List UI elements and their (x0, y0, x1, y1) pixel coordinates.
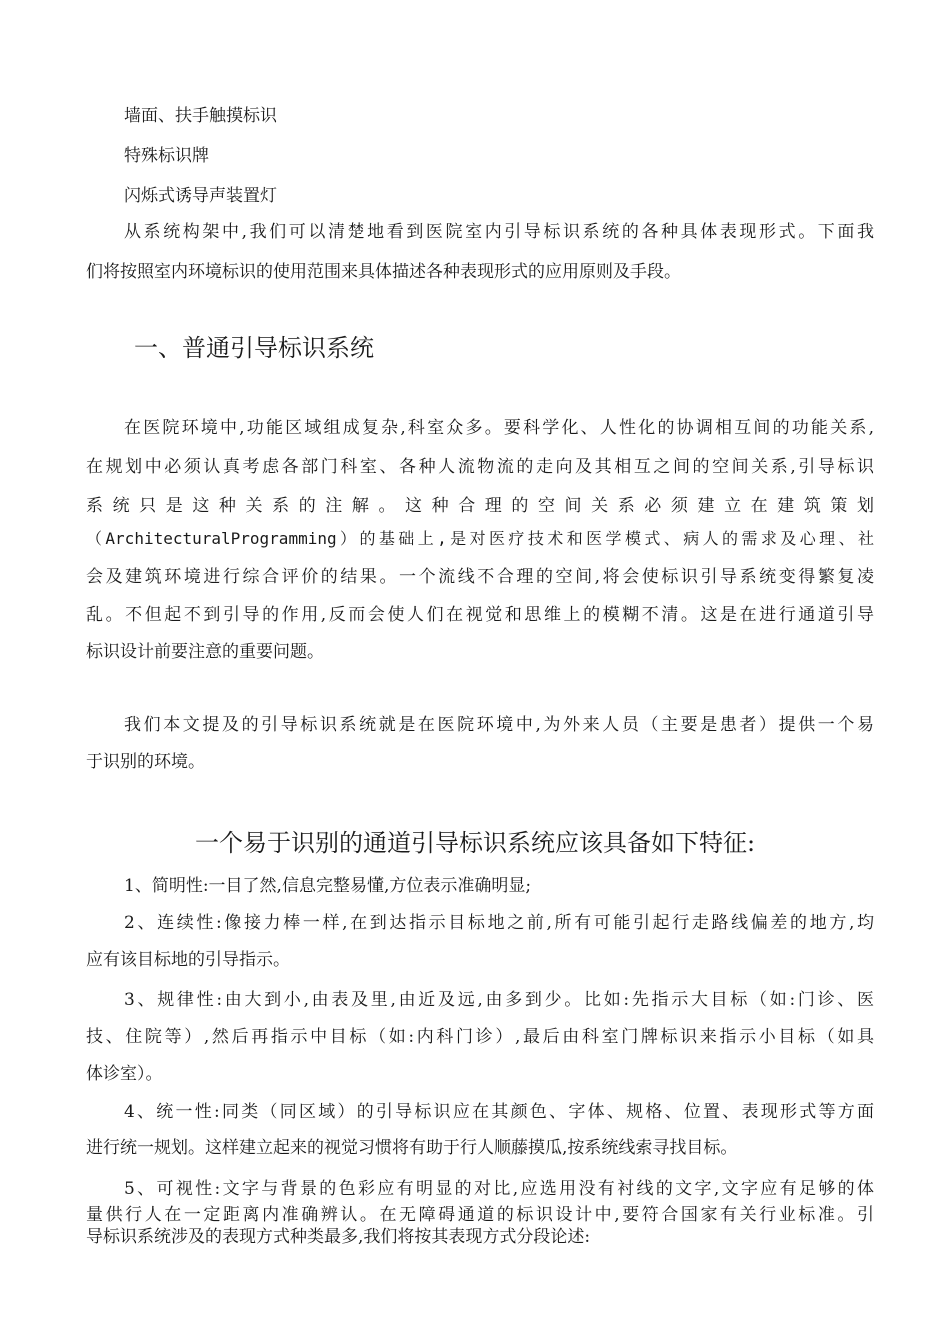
list-item: 导标识系统涉及的表现方式种类最多,我们将按其表现方式分段论述: (86, 1227, 591, 1247)
section-heading: 一、普通引导标识系统 (134, 334, 374, 362)
list-item: 2、连续性:像接力棒一样,在到达指示目标地之前,所有可能引起行走路线偏差的地方,均 (124, 913, 874, 933)
paragraph-line: 于识别的环境。 (86, 752, 205, 772)
paragraph-line: 标识设计前要注意的重要问题。 (86, 642, 324, 662)
list-item: 4、统一性:同类（同区域）的引导标识应在其颜色、字体、规格、位置、表现形式等方面 (124, 1102, 874, 1122)
list-item: 体诊室）。 (86, 1064, 163, 1084)
list-item: 1、简明性:一目了然,信息完整易懂,方位表示准确明显; (124, 876, 532, 896)
list-item: 5、可视性:文字与背景的色彩应有明显的对比,应选用没有衬线的文字,文字应有足够的体 (124, 1179, 874, 1199)
list-item: 闪烁式诱导声装置灯 (124, 186, 277, 206)
list-item: 墙面、扶手触摸标识 (124, 106, 277, 126)
list-item: 3、规律性:由大到小,由表及里,由近及远,由多到少。比如:先指示大目标（如:门诊、医 (124, 990, 874, 1010)
paragraph-line: 系统只是这种关系的注解。这种合理的空间关系必须建立在建筑策划 (86, 496, 874, 516)
paragraph-line: 我们本文提及的引导标识系统就是在医院环境中,为外来人员（主要是患者）提供一个易 (124, 715, 874, 735)
paragraph-line: 会及建筑环境进行综合评价的结果。一个流线不合理的空间,将会使标识引导系统变得繁复凌 (86, 567, 874, 587)
paragraph-line: （ArchitecturalProgramming）的基础上,是对医疗技术和医学模式、病人的需求及心理、社 (86, 529, 874, 548)
list-item: 技、住院等）,然后再指示中目标（如:内科门诊）,最后由科室门牌标识来指示小目标（如具 (86, 1027, 874, 1047)
list-item: 量供行人在一定距离内准确辨认。在无障碍通道的标识设计中,要符合国家有关行业标准。引 (86, 1205, 874, 1225)
paragraph-line: 在医院环境中,功能区域组成复杂,科室众多。要科学化、人性化的协调相互间的功能关系, (124, 418, 874, 438)
intro-line: 从系统构架中,我们可以清楚地看到医院室内引导标识系统的各种具体表现形式。下面我 (124, 222, 874, 242)
paragraph-line: 在规划中必须认真考虑各部门科室、各种人流物流的走向及其相互之间的空间关系,引导标识 (86, 457, 874, 477)
intro-line: 们将按照室内环境标识的使用范围来具体描述各种表现形式的应用原则及手段。 (86, 262, 681, 282)
list-item: 进行统一规划。这样建立起来的视觉习惯将有助于行人顺藤摸瓜,按系统线索寻找目标。 (86, 1138, 738, 1158)
section-heading: 一个易于识别的通道引导标识系统应该具备如下特征: (194, 829, 756, 857)
list-item: 特殊标识牌 (124, 146, 209, 166)
list-item: 应有该目标地的引导指示。 (86, 950, 290, 970)
paragraph-line: 乱。不但起不到引导的作用,反而会使人们在视觉和思维上的模糊不清。这是在进行通道引导 (86, 605, 874, 625)
